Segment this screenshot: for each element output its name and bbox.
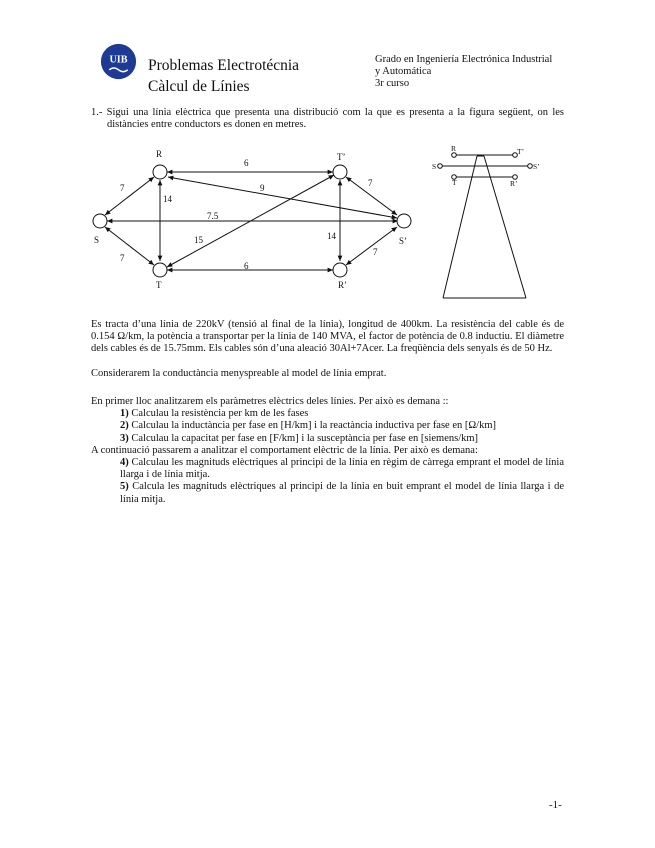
tower-label-t-prime: T’ — [517, 147, 525, 156]
question-text: Calcula les magnituds elèctriques al principi de la línia en buit emprant el model de línia llarga i de línia mitja. — [120, 481, 564, 505]
tower-label-s: S — [432, 162, 437, 171]
distance-r-s: 7 — [120, 183, 125, 193]
node-t-prime — [333, 165, 347, 179]
distance-r-t: 14 — [163, 194, 172, 204]
document-title: Problemas Electrotécnia — [148, 57, 300, 74]
course-year: 3r curso — [375, 78, 410, 89]
label-s-prime: S’ — [399, 236, 408, 246]
transmission-tower — [432, 144, 540, 298]
question-number: 1) — [120, 408, 129, 420]
question-item — [91, 420, 564, 432]
course-degree-cont: y Automática — [375, 66, 432, 77]
node-r-prime — [333, 263, 347, 277]
questions-section — [91, 396, 564, 506]
problem-intro: 1.- Sigui una línia elèctrica que presenta una distribució com la que es presenta a la figura següent, on les distàncies entre conductors es donen en metres. — [91, 107, 564, 131]
label-t-prime: T’ — [337, 152, 346, 162]
question-number: 4) — [120, 457, 129, 469]
label-r: R — [156, 149, 163, 159]
distance-t-t-prime: 15 — [194, 235, 203, 245]
distance-t-r-prime: 6 — [244, 261, 249, 271]
question-text: Calculau la inductància per fase en [H/km] i la reactància inductiva per fase en [Ω/km] — [131, 420, 497, 432]
question-text: Calculau la resistència per km de les fases — [131, 408, 309, 420]
part1-intro: En primer lloc analitzarem els paràmetres elèctrics deles línies. Per això es demana :: — [91, 396, 449, 407]
distance-lines — [105, 172, 398, 270]
distance-s-t: 7 — [120, 253, 125, 263]
node-t — [153, 263, 167, 277]
question-number: 2) — [120, 420, 129, 432]
tower-label-t: T — [452, 178, 457, 187]
conductance-note: Considerarem la conductància menyspreable al model de línia emprat. — [91, 368, 387, 379]
tower-label-s-prime: S’ — [533, 162, 540, 171]
tower-label-r-prime: R’ — [510, 179, 518, 188]
question-item — [91, 408, 564, 420]
label-t: T — [156, 280, 162, 290]
label-r-prime: R’ — [338, 280, 347, 290]
node-s-prime — [397, 214, 411, 228]
question-number: 3) — [120, 432, 129, 444]
question-item — [91, 481, 564, 505]
course-degree: Grado en Ingeniería Electrónica Industrial — [375, 54, 553, 65]
node-s — [93, 214, 107, 228]
distance-t-prime-s-prime: 7 — [368, 178, 373, 188]
conductor-layout-diagram — [80, 140, 570, 302]
distance-r-t-prime: 6 — [244, 158, 249, 168]
line-description: Es tracta d’una línia de 220kV (tensió al final de la línia), longitud de 400km. La resistència del cable és de 0.154 Ω/km, la potència a transportar per la línia de 140 MVA, el factor de potència de 0.8 inductiu. El diàmetre dels cables és de 15.75mm. Els cables són d’una aleació 30Al+7Acer. La freqüència dels senyals és de 50 Hz. — [91, 319, 564, 355]
question-item — [91, 433, 564, 445]
tower-label-r: R — [451, 144, 457, 153]
page-number: -1- — [549, 799, 562, 811]
distance-r-s-prime: 9 — [260, 183, 265, 193]
distance-r-prime-s-prime: 7 — [373, 247, 378, 257]
node-r — [153, 165, 167, 179]
logo-text: UIB — [109, 54, 128, 66]
question-number: 5) — [120, 481, 129, 493]
question-item — [91, 457, 564, 481]
distance-t-prime-r-prime: 14 — [327, 231, 336, 241]
question-text: Calculau la capacitat per fase en [F/km] i la susceptància per fase en [siemens/km] — [131, 432, 479, 444]
uib-logo — [100, 43, 137, 80]
distance-s-s-prime: 7.5 — [207, 211, 219, 221]
label-s: S — [94, 235, 100, 245]
document-subtitle: Càlcul de Línies — [148, 78, 250, 95]
question-text: Calculau les magnituds elèctriques al principi de la línia en règim de càrrega emprant el model de línia llarga i de línia mitja. — [120, 457, 564, 481]
part2-intro: A continuació passarem a analitzar el comportament elèctric de la línia. Per això es demana: — [91, 444, 478, 456]
